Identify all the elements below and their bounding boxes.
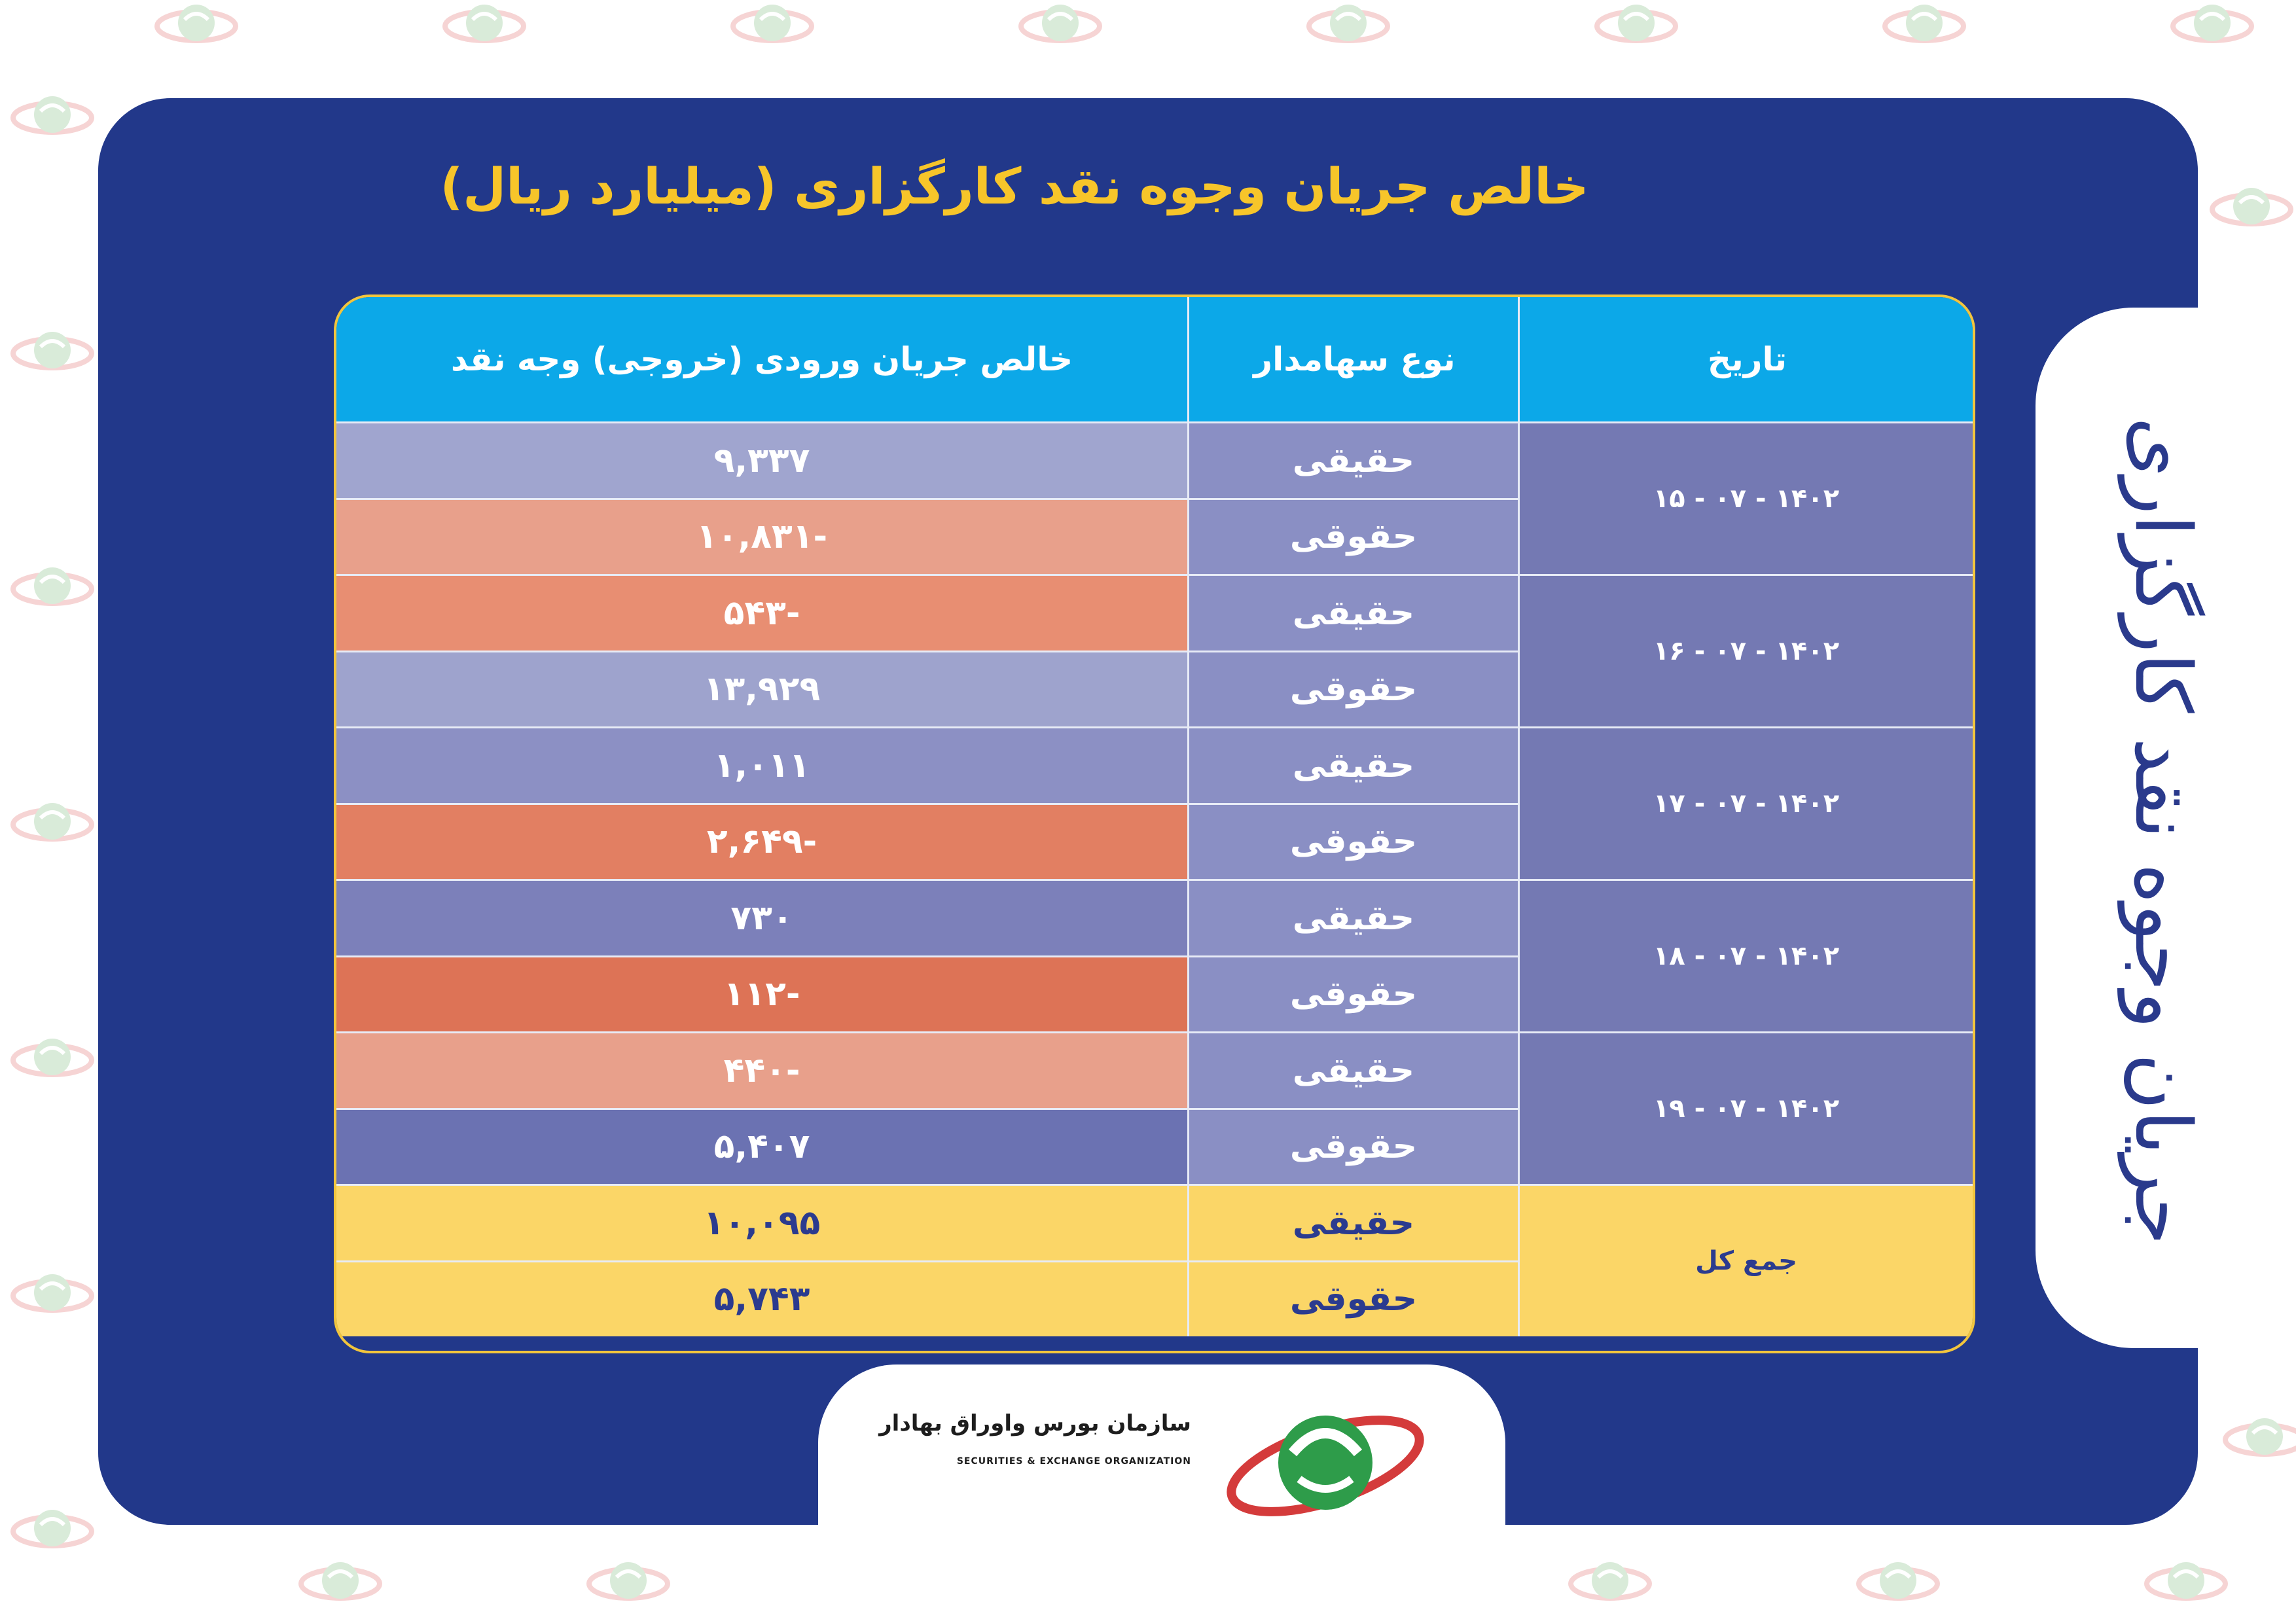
date-cell: ۱۴۰۲ - ۰۷ - ۱۹ (1518, 1031, 1973, 1184)
total-value-cell: ۵,۷۴۳ (336, 1260, 1187, 1337)
page-title: خالص جریان وجوه نقد کارگزاری (میلیارد ریال) (440, 157, 1589, 215)
type-cell: حقوقی (1187, 1108, 1518, 1185)
table-header (336, 297, 1973, 421)
type-cell: حقوقی (1187, 651, 1518, 727)
logo-name-en: SECURITIES & EXCHANGE ORGANIZATION (956, 1456, 1191, 1467)
value-cell: ۱۳,۹۲۹ (336, 651, 1187, 727)
type-cell: حقوقی (1187, 498, 1518, 575)
value-cell: ۹,۳۳۷ (336, 421, 1187, 498)
total-type-cell: حقوقی (1187, 1260, 1518, 1337)
value-cell: -۲,۶۴۹ (336, 803, 1187, 880)
value-cell: -۱۰,۸۳۱ (336, 498, 1187, 575)
type-cell: حقیقی (1187, 1031, 1518, 1108)
value-cell: ۵,۴۰۷ (336, 1108, 1187, 1185)
side-title (2094, 340, 2232, 1322)
value-cell: ۱,۰۱۱ (336, 726, 1187, 803)
date-cell: ۱۴۰۲ - ۰۷ - ۱۶ (1518, 574, 1973, 726)
value-cell: -۵۴۳ (336, 574, 1187, 651)
total-type-cell: حقیقی (1187, 1184, 1518, 1260)
sec-logo (864, 1387, 1453, 1538)
header-date: تاریخ (1518, 297, 1975, 421)
date-cell: ۱۴۰۲ - ۰۷ - ۱۷ (1518, 726, 1973, 879)
total-value-cell: ۱۰,۰۹۵ (336, 1184, 1187, 1260)
cash-flow-table (334, 294, 1975, 1353)
header-shareholder-type: نوع سهامدار (1187, 297, 1520, 421)
type-cell: حقیقی (1187, 879, 1518, 955)
type-cell: حقوقی (1187, 955, 1518, 1032)
logo-name-fa: سازمان بورس واوراق بهادار (879, 1410, 1191, 1436)
total-label-cell: جمع کل (1518, 1184, 1973, 1336)
header-net-flow: خالص جریان ورودی (خروجی) وجه نقد (450, 340, 1073, 378)
date-cell: ۱۴۰۲ - ۰۷ - ۱۸ (1518, 879, 1973, 1031)
side-title-text: جریان وجوه نقد کارگزاری (2118, 417, 2209, 1245)
type-cell: حقیقی (1187, 726, 1518, 803)
date-cell: ۱۴۰۲ - ۰۷ - ۱۵ (1518, 421, 1973, 574)
sec-emblem-icon (1221, 1387, 1437, 1538)
value-cell: ۷۳۰ (336, 879, 1187, 955)
value-cell: -۴۴۰ (336, 1031, 1187, 1108)
value-cell: -۱۱۲ (336, 955, 1187, 1032)
type-cell: حقوقی (1187, 803, 1518, 880)
type-cell: حقیقی (1187, 574, 1518, 651)
type-cell: حقیقی (1187, 421, 1518, 498)
